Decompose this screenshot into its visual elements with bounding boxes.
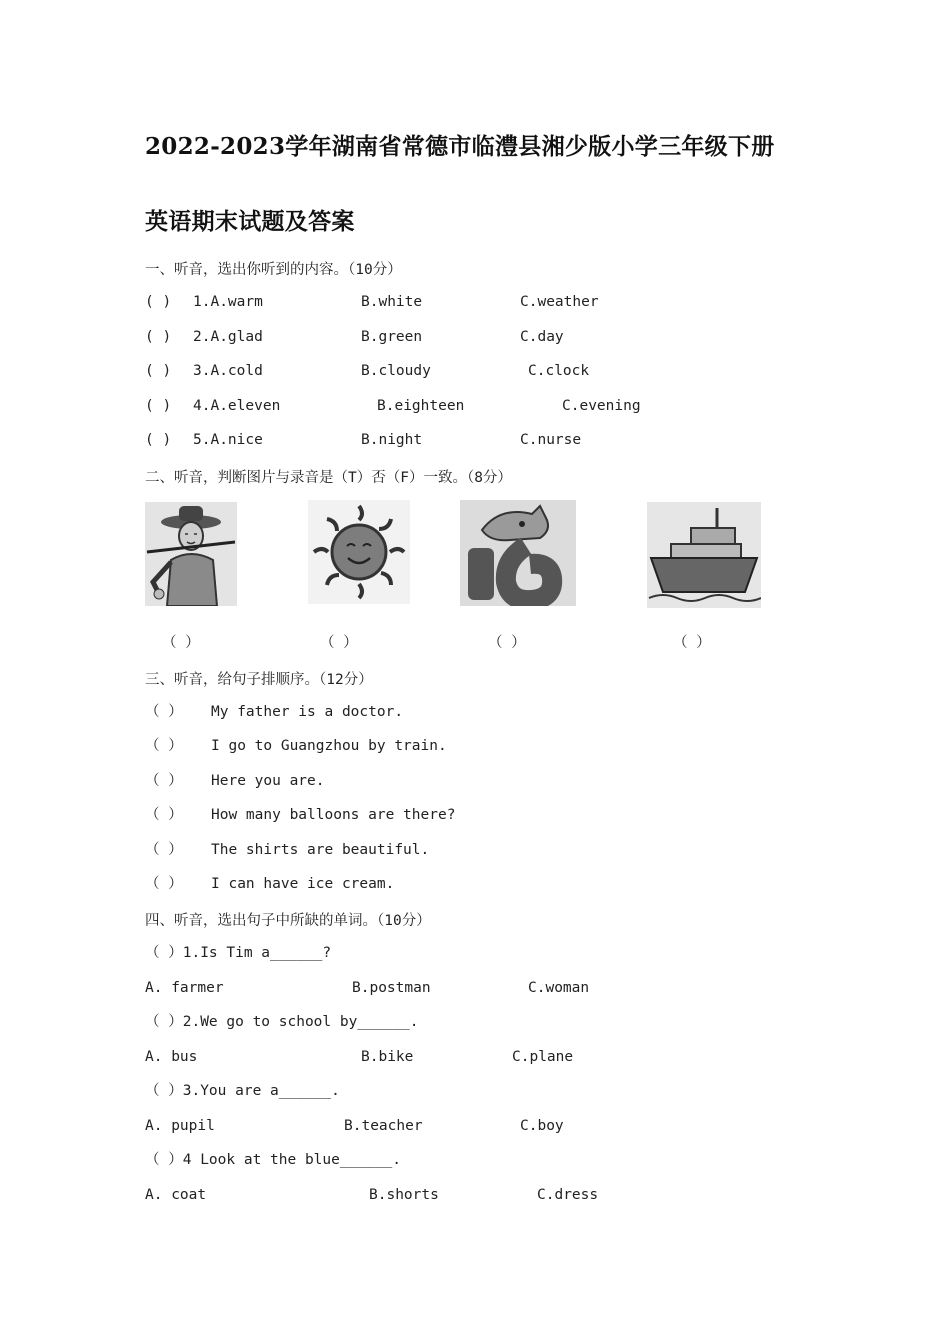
answer-bracket: ( ) bbox=[145, 363, 172, 379]
option-b: B.white bbox=[361, 294, 423, 310]
sun-picture-icon bbox=[308, 500, 410, 604]
answer-bracket: （ ） bbox=[145, 704, 183, 720]
answer-bracket: ( ) bbox=[145, 398, 172, 414]
option-c: C.woman bbox=[528, 980, 590, 996]
option-a: A. pupil bbox=[145, 1118, 215, 1134]
farmer-picture-icon bbox=[145, 502, 237, 606]
option-c: C.evening bbox=[562, 398, 641, 414]
option-a: 3.A.cold bbox=[193, 363, 263, 379]
sentence-text: I go to Guangzhou by train. bbox=[211, 738, 447, 754]
option-a: A. bus bbox=[145, 1049, 198, 1065]
option-a: A. coat bbox=[145, 1187, 207, 1203]
option-c: C.weather bbox=[520, 294, 599, 310]
answer-bracket: ( ) bbox=[145, 329, 172, 345]
option-a: 4.A.eleven bbox=[193, 398, 281, 414]
answer-bracket: （ ） bbox=[145, 807, 183, 823]
question-text: （ ）3.You are a______. bbox=[145, 1083, 340, 1099]
option-a: 1.A.warm bbox=[193, 294, 263, 310]
answer-bracket: ( ) bbox=[145, 294, 172, 310]
option-b: B.eighteen bbox=[377, 398, 465, 414]
section-3-heading: 三、听音，给句子排顺序。（12分） bbox=[145, 672, 373, 688]
option-b: B.night bbox=[361, 432, 423, 448]
option-b: B.cloudy bbox=[361, 363, 431, 379]
picture-2-answer: （ ） bbox=[320, 635, 358, 651]
picture-1-answer: （ ） bbox=[162, 635, 200, 651]
option-b: B.shorts bbox=[369, 1187, 439, 1203]
picture-3-answer: （ ） bbox=[488, 635, 526, 651]
option-a: 5.A.nice bbox=[193, 432, 263, 448]
question-text: （ ）1.Is Tim a______? bbox=[145, 945, 332, 961]
option-c: C.clock bbox=[528, 363, 590, 379]
option-b: B.teacher bbox=[344, 1118, 423, 1134]
picture-4-answer: （ ） bbox=[673, 635, 711, 651]
question-text: （ ）4 Look at the blue______. bbox=[145, 1152, 401, 1168]
title-line-2: 英语期末试题及答案 bbox=[145, 208, 355, 235]
title-line-1: 2022-2023学年湖南省常德市临澧县湘少版小学三年级下册 bbox=[145, 133, 775, 160]
option-b: B.bike bbox=[361, 1049, 414, 1065]
sentence-text: How many balloons are there? bbox=[211, 807, 456, 823]
answer-bracket: （ ） bbox=[145, 738, 183, 754]
sentence-text: Here you are. bbox=[211, 773, 325, 789]
option-c: C.dress bbox=[537, 1187, 599, 1203]
option-c: C.nurse bbox=[520, 432, 582, 448]
option-c: C.boy bbox=[520, 1118, 564, 1134]
option-c: C.day bbox=[520, 329, 564, 345]
sentence-text: I can have ice cream. bbox=[211, 876, 395, 892]
answer-bracket: （ ） bbox=[145, 773, 183, 789]
section-1-heading: 一、听音，选出你听到的内容。（10分） bbox=[145, 262, 402, 278]
option-b: B.postman bbox=[352, 980, 431, 996]
number-sixteen-picture-icon bbox=[460, 500, 576, 606]
option-b: B.green bbox=[361, 329, 423, 345]
option-c: C.plane bbox=[512, 1049, 574, 1065]
section-4-heading: 四、听音，选出句子中所缺的单词。（10分） bbox=[145, 913, 431, 929]
answer-bracket: （ ） bbox=[145, 876, 183, 892]
sentence-text: The shirts are beautiful. bbox=[211, 842, 430, 858]
option-a: 2.A.glad bbox=[193, 329, 263, 345]
ship-picture-icon bbox=[647, 502, 761, 608]
sentence-text: My father is a doctor. bbox=[211, 704, 404, 720]
option-a: A. farmer bbox=[145, 980, 224, 996]
question-text: （ ）2.We go to school by______. bbox=[145, 1014, 419, 1030]
answer-bracket: （ ） bbox=[145, 842, 183, 858]
answer-bracket: ( ) bbox=[145, 432, 172, 448]
section-2-heading: 二、听音，判断图片与录音是（T）否（F）一致。（8分） bbox=[145, 470, 512, 486]
